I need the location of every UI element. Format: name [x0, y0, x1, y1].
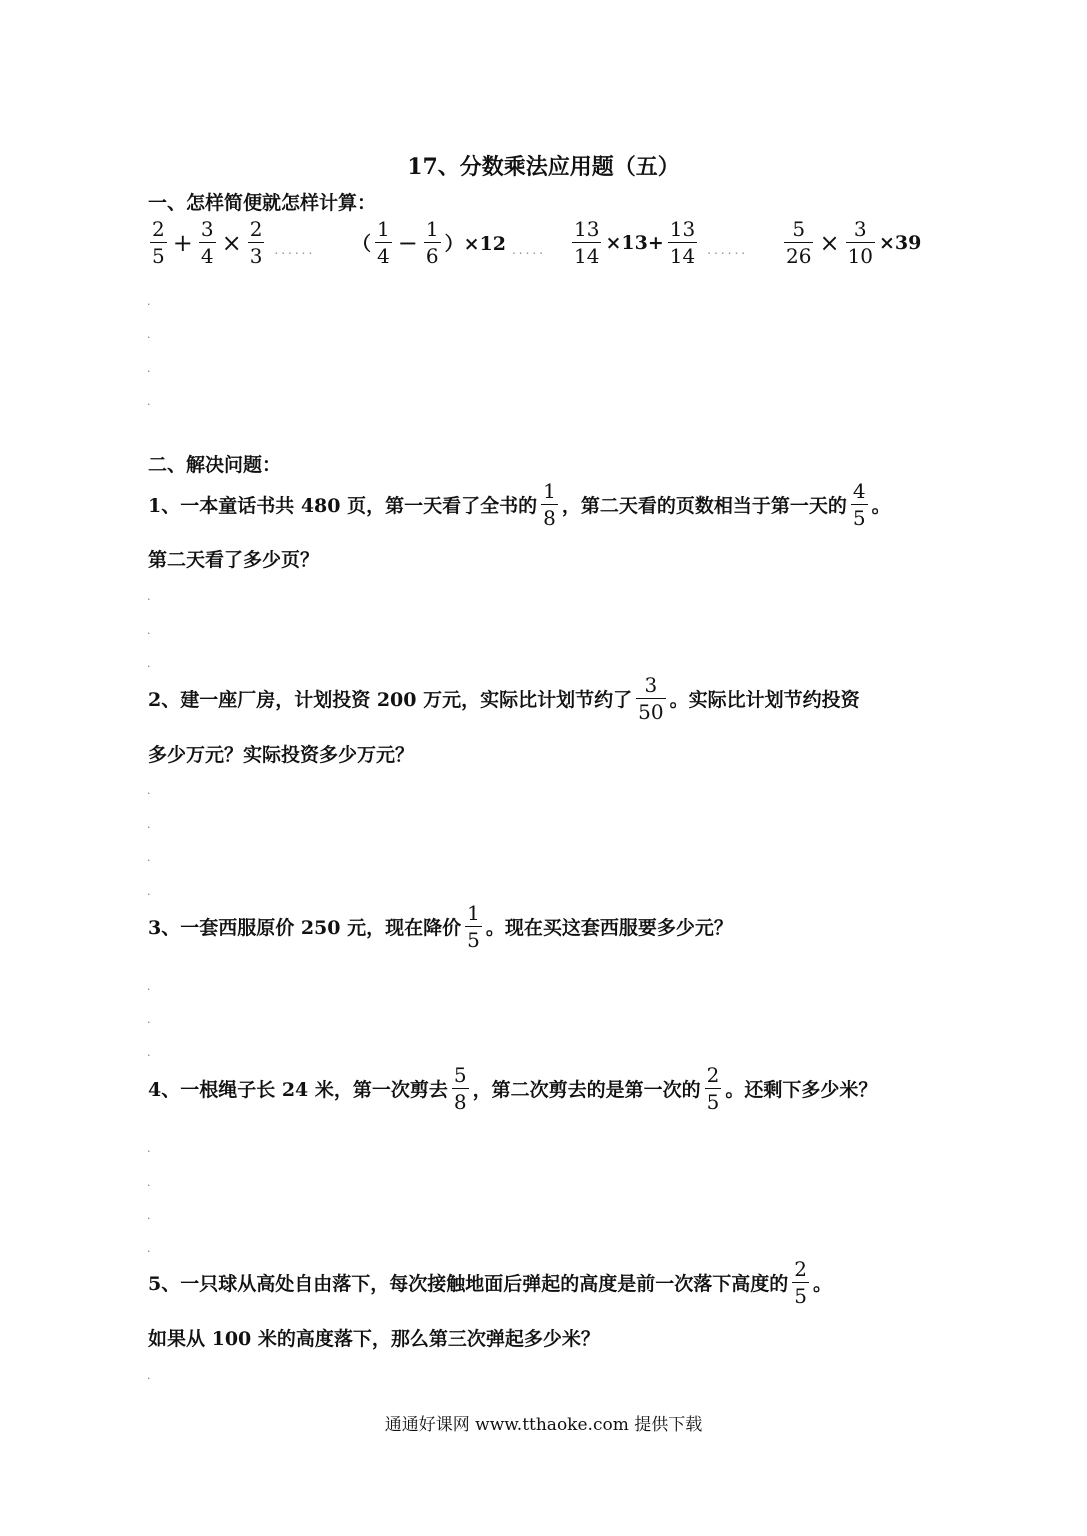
fraction: $\frac{2}{5}$ [152, 217, 165, 268]
calc-expression-2: （ $\frac{1}{4}$ − $\frac{1}{6}$ ）×12 ..... [352, 217, 547, 268]
fraction: $\frac{3}{4}$ [200, 217, 214, 268]
page-title: 17、分数乘法应用题（五） [407, 154, 680, 180]
question-3: 3、一套西服原价 250 元，现在降价 $\frac{1}{5}$ 。现在买这套西服要多少元？ [148, 901, 733, 952]
fraction: $\frac{5}{26}$ [786, 217, 812, 268]
fraction: $\frac{13}{14}$ [574, 217, 600, 268]
fraction: $\frac{2}{3}$ [249, 217, 263, 268]
question-5: 5、一只球从高处自由落下，每次接触地面后弹起的高度是前一次落下高度的 $\frac{2}{5}$ 。 [148, 1257, 832, 1308]
fraction: $\frac{3}{50}$ [638, 673, 664, 724]
fraction: $\frac{2}{5}$ [706, 1063, 720, 1114]
question-2: 2、建一座厂房，计划投资 200 万元，实际比计划节约了 $\frac{3}{50}$ 。实际比计划节约投资 [148, 673, 860, 724]
fraction: $\frac{2}{5}$ [794, 1257, 807, 1308]
fraction: $\frac{1}{5}$ [467, 901, 480, 952]
section-2-heading: 二、解决问题： [148, 454, 282, 476]
question-1: 1、一本童话书共 480 页，第一天看了全书的 $\frac{1}{8}$ ，第二天看的页数相当于第一天的 $\frac{4}{5}$ 。 [148, 479, 891, 530]
fraction: $\frac{4}{5}$ [852, 479, 866, 530]
fraction: $\frac{1}{8}$ [543, 479, 556, 530]
calc-expression-3: $\frac{13}{14}$ ×13+ $\frac{13}{14}$ ...... [574, 217, 749, 268]
fraction: $\frac{5}{8}$ [453, 1063, 467, 1114]
fraction: $\frac{3}{10}$ [847, 217, 874, 268]
fraction: $\frac{1}{6}$ [425, 217, 439, 268]
calc-expression-4: $\frac{5}{26}$ × $\frac{3}{10}$ ×39 [786, 217, 922, 268]
question-1-line-2: 第二天看了多少页？ [148, 549, 320, 571]
question-4: 4、一根绳子长 24 米，第一次剪去 $\frac{5}{8}$ ，第二次剪去的是第一次的 $\frac{2}{5}$ 。还剩下多少米？ [148, 1063, 878, 1114]
calc-expression-1: $\frac{2}{5}$ + $\frac{3}{4}$ × $\frac{2}{3}$ ...... [152, 217, 316, 268]
question-2-line-2: 多少万元？实际投资多少万元？ [148, 744, 415, 766]
section-1-heading: 一、怎样简便就怎样计算： [148, 192, 377, 214]
fraction: $\frac{1}{4}$ [377, 217, 390, 268]
question-5-line-2: 如果从 100 米的高度落下，那么第三次弹起多少米？ [148, 1328, 600, 1350]
footer-source: 通通好课网 www.tthaoke.com 提供下载 [384, 1415, 703, 1435]
fraction: $\frac{13}{14}$ [669, 217, 696, 268]
